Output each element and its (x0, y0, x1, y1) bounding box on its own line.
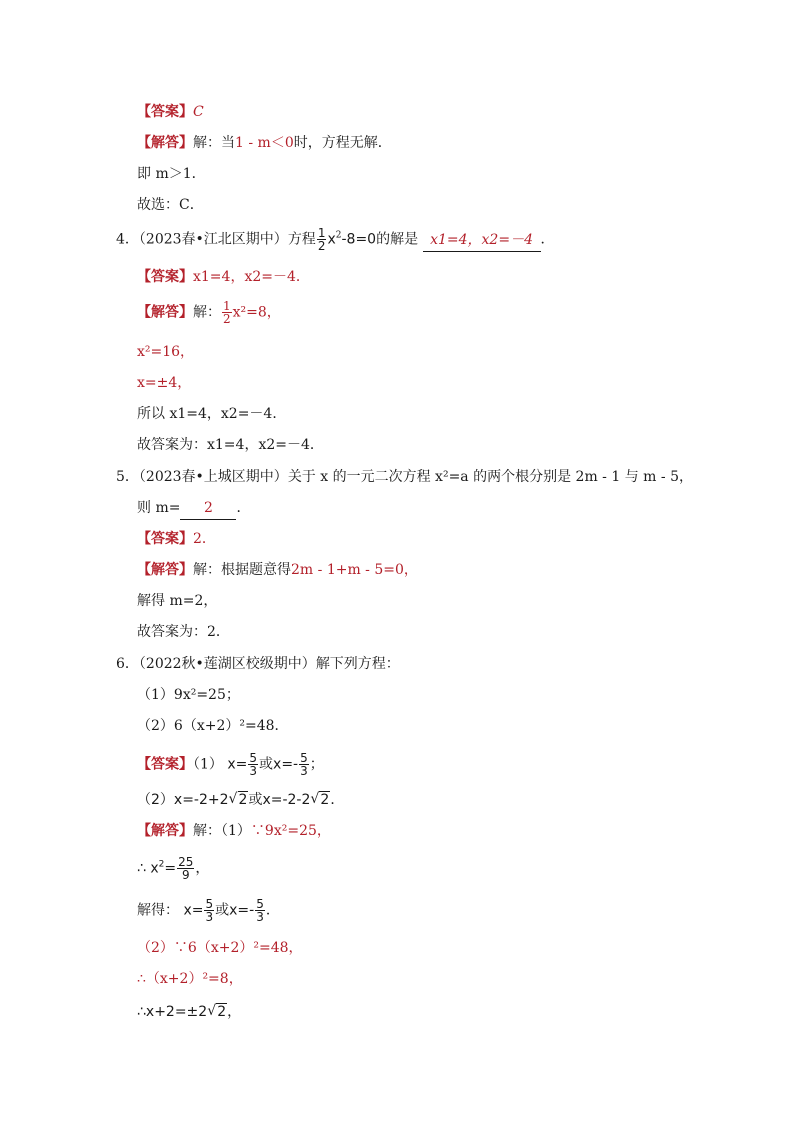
q5-answer: 2． (193, 531, 216, 547)
q6-ans2-text: （2）x=-2+2 (137, 792, 229, 808)
q6-l5-sqrt (207, 1001, 227, 1023)
q4-solution-line (137, 299, 281, 326)
q6-l2-x: x= (183, 902, 204, 919)
q6-l5-text: ∴x+2=±2 (137, 1004, 208, 1020)
q6-l2-frac (204, 898, 214, 923)
q6-l5-end: ， (227, 1004, 242, 1020)
q6-ans2-radicand2: 2 (320, 792, 330, 808)
q3-answer: C (193, 104, 204, 120)
q3-sol-condition: 1 - m＜0 (235, 135, 294, 151)
q6-line3: （2）∵6（x+2）²=48， (137, 940, 303, 956)
q6-stem-text: 解下列方程： (315, 656, 400, 672)
q5-sol-text: 解：根据题意得 (193, 562, 291, 578)
q3-sol-text: 解：当 (193, 135, 235, 151)
q6-part1: （1）9x²=25； (137, 687, 240, 703)
q6-ans1-frac (248, 752, 258, 777)
answer-tag: 【答案】 (137, 756, 193, 773)
q5-stem-text: 关于 x 的一元二次方程 x²=a 的两个根分别是 2m - 1 与 m - 5， (287, 469, 693, 485)
q6-answer-part2 (137, 789, 344, 811)
q4-stem-text: 方程 (287, 231, 316, 248)
q4-var: x (327, 231, 336, 248)
q4-answer: x1=4，x2=－4． (193, 269, 310, 285)
q6-ans2-sqrt (229, 789, 249, 811)
q5-answer-blank: 2 (180, 497, 236, 520)
q6-l1-therefore: ∴ x (137, 860, 159, 877)
q6-l5-radicand: 2 (217, 1004, 227, 1020)
q6-l1-end: ， (195, 860, 210, 877)
answer-tag: 【答案】 (137, 104, 193, 120)
q5-answer-line (137, 528, 216, 550)
q6-l2-den: 3 (205, 910, 214, 924)
q6-l1-den: 9 (181, 868, 190, 882)
q4-line-final: 故答案为：x1=4，x2=－4． (137, 437, 324, 453)
solution-tag: 【解答】 (137, 562, 193, 578)
q6-line1 (137, 855, 210, 882)
q6-line5 (137, 1001, 241, 1023)
q6-l1-num: 25 (178, 855, 194, 869)
q6-ans2-radicand: 2 (238, 792, 248, 808)
q6-ans2-sqrt2 (310, 789, 330, 811)
answer-tag: 【答案】 (137, 269, 193, 285)
q6-l1-frac (177, 856, 194, 881)
q6-ans1-x2: x=- (273, 756, 299, 773)
q4-sol-frac-num: 1 (223, 299, 231, 313)
q4-stem (116, 226, 555, 253)
q6-l2-num2: 5 (256, 897, 264, 911)
q4-stem-text-2: -8=0的解是 (341, 231, 419, 248)
q4-line-so: 所以 x1=4，x2=－4． (137, 406, 287, 422)
q6-answer-line (137, 751, 324, 778)
q3-line3: 故选：C． (137, 197, 204, 213)
solution-tag: 【解答】 (137, 823, 193, 839)
q4-answer-line (137, 266, 310, 288)
q6-ans1-den2: 3 (300, 764, 308, 778)
q5-stem (116, 466, 693, 488)
q5-line-get: 解得 m=2， (137, 593, 218, 609)
q4-source: （2023春•江北区期中） (138, 231, 288, 248)
q6-solution-line (137, 820, 331, 842)
q6-stem (116, 653, 400, 675)
q6-ans1-num2: 5 (300, 751, 308, 765)
q6-ans2-end: ． (330, 792, 345, 808)
q4-period: ． (540, 231, 555, 248)
q4-number: 4． (116, 231, 139, 248)
q6-l2-or: 或 (215, 902, 230, 919)
q5-solution-line (137, 559, 418, 581)
q6-ans1-end: ； (309, 756, 324, 773)
q6-sol-text: 解：（1） (193, 823, 251, 839)
q6-ans1-num: 5 (249, 751, 258, 765)
q6-l1-eq: = (164, 860, 177, 877)
q5-line2 (137, 497, 250, 519)
solution-tag: 【解答】 (137, 304, 193, 321)
q4-answer-blank: x1=4，x2=－4 (423, 229, 541, 252)
q4-frac-num: 1 (317, 226, 326, 240)
q4-line-pm: x=±4， (137, 375, 192, 391)
q5-number: 5． (116, 469, 139, 485)
q4-sol-frac-den: 2 (223, 312, 231, 326)
q5-period: ． (236, 500, 251, 516)
q6-l2-end: ． (265, 902, 280, 919)
q3-solution-line (137, 132, 392, 154)
q4-frac-den: 2 (317, 239, 326, 253)
q3-answer-line (137, 101, 204, 123)
q6-l2-x2: x=- (229, 902, 255, 919)
q6-ans1-prefix: （1） (193, 756, 223, 773)
q6-l2-den2: 3 (256, 910, 264, 924)
q6-sol-given: ∵9x²=25， (250, 823, 331, 839)
q6-l2-frac2 (255, 898, 265, 923)
q4-fraction (317, 227, 327, 252)
q6-ans2-or: 或x=-2-2 (248, 792, 311, 808)
answer-tag: 【答案】 (137, 531, 193, 547)
q5-line2-text: 则 m= (137, 500, 181, 516)
q3-line2: 即 m＞1． (137, 166, 206, 182)
q6-l2-num: 5 (205, 897, 214, 911)
q6-ans1-or: 或 (259, 756, 274, 773)
q6-l1-exp: 2 (158, 859, 165, 870)
q3-sol-text-2: 时，方程无解． (293, 135, 392, 151)
q6-line2 (137, 897, 280, 924)
q6-ans1-frac2 (299, 752, 309, 777)
solution-tag: 【解答】 (137, 135, 193, 151)
q6-l2-text: 解得： (137, 902, 179, 919)
q5-sol-eq: 2m - 1+m - 5=0， (291, 562, 418, 578)
q4-sol-text: 解： (193, 304, 221, 321)
q6-number: 6． (116, 656, 139, 672)
q4-exp: 2 (335, 230, 342, 241)
q6-source: （2022秋•莲湖区校级期中） (138, 656, 316, 672)
q5-source: （2023春•上城区期中） (138, 469, 288, 485)
q6-ans1-x: x= (227, 756, 248, 773)
q4-line-x2: x²=16， (137, 344, 195, 360)
q6-ans1-den: 3 (249, 764, 258, 778)
q5-line-final: 故答案为：2． (137, 624, 230, 640)
q6-line4: ∴（x+2）²=8， (137, 971, 243, 987)
q4-sol-fraction (222, 300, 232, 325)
q4-sol-eq: x²=8， (232, 304, 281, 321)
q6-part2: （2）6（x+2）²=48． (137, 718, 289, 734)
